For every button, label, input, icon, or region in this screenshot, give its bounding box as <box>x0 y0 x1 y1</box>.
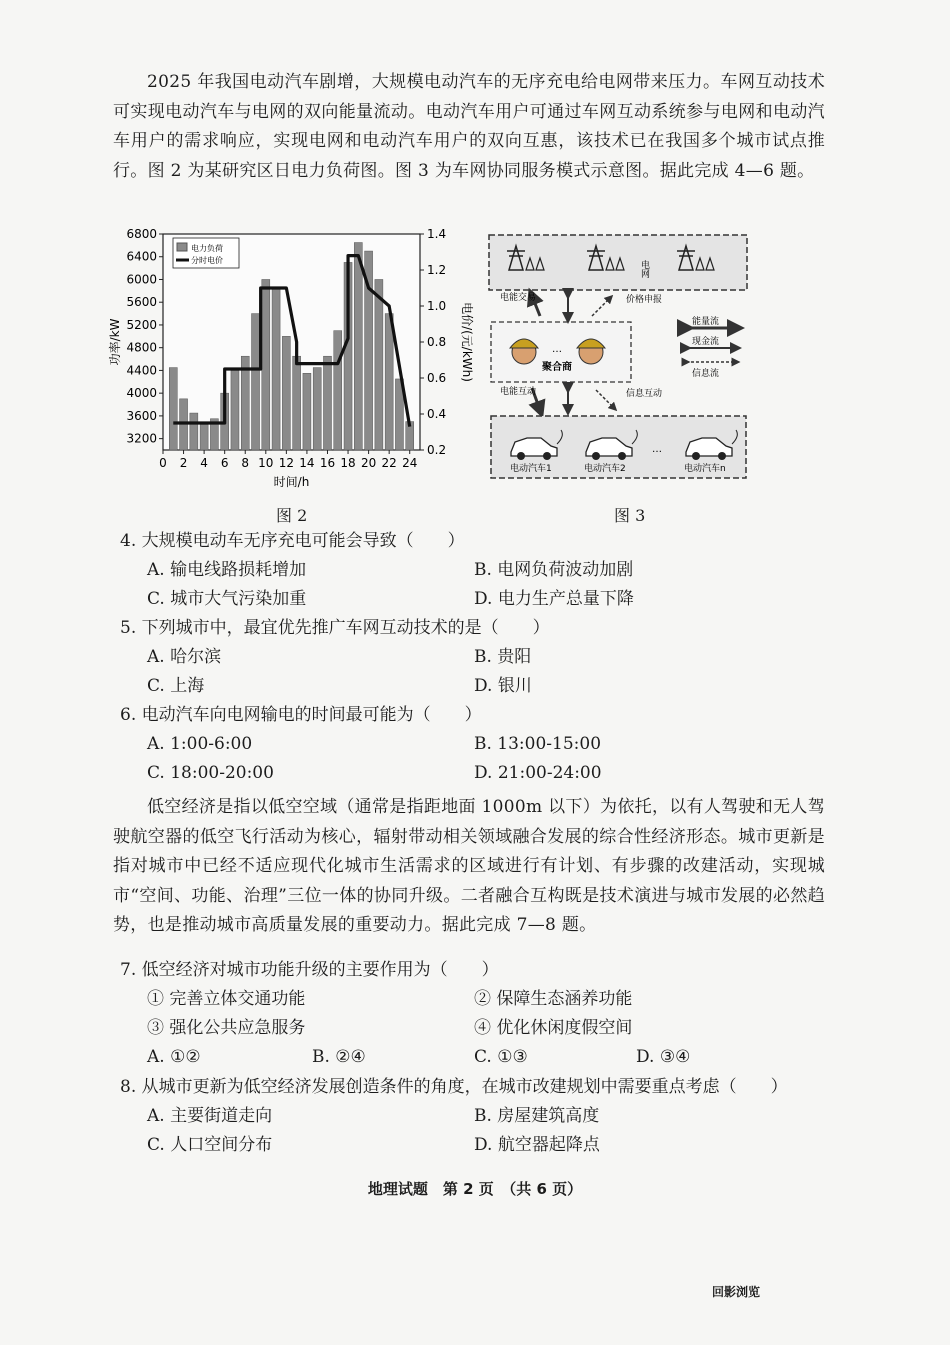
q5-option-c: C. 上海 <box>147 676 205 696</box>
intro-paragraph-2: 低空经济是指以低空空域（通常是指距地面 1000m 以下）为依托，以有人驾驶和无人驾驶航空器的低空飞行活动为核心，辐射带动相关领域融合发展的综合性经济形态。城市更新是指对城市中已经不适应现代化城市生活需求的区域进行有计划、有步骤的改建活动，实现城市“空间、功能、治理”三位一体的协同升级。二者融合互构既是技术演进与城市发展的必然趋势，也是推动城市高质量发展的重要动力。据此完成 7—8 题。 <box>113 797 825 935</box>
load-bar <box>231 370 239 450</box>
question-6-stem: 6. 电动汽车向电网输电的时间最可能为（ ） <box>120 705 482 725</box>
q4-option-d: D. 电力生产总量下降 <box>474 589 634 609</box>
q7-item-3: ③ 强化公共应急服务 <box>147 1018 306 1038</box>
q7-item-1: ① 完善立体交通功能 <box>147 989 306 1009</box>
q5-option-d: D. 银川 <box>474 676 532 696</box>
q6-option-c: C. 18:00-20:00 <box>147 763 274 783</box>
q8-option-b: B. 房屋建筑高度 <box>474 1106 600 1126</box>
y2-tick-label: 1.2 <box>427 263 447 277</box>
x-axis-label: 时间/h <box>273 475 310 489</box>
energy-trade-label: 电能交易 <box>500 293 537 303</box>
legend-energy: 能量流 <box>692 317 720 327</box>
q6-option-b: B. 13:00-15:00 <box>474 734 602 754</box>
load-bar <box>323 356 331 450</box>
grid-label: 电网 <box>639 260 649 278</box>
load-bar <box>262 279 270 450</box>
x-tick-label: 16 <box>319 456 336 470</box>
y2-tick-label: 1.0 <box>427 299 447 313</box>
car-1-label: 电动汽车1 <box>510 464 552 474</box>
x-tick-label: 6 <box>220 456 229 470</box>
x-tick-label: 12 <box>278 456 295 470</box>
load-bar <box>334 331 342 450</box>
legend-info: 信息流 <box>692 369 720 379</box>
load-bar <box>385 314 393 450</box>
q8-option-a: A. 主要街道走向 <box>147 1106 273 1126</box>
x-tick-label: 4 <box>200 456 208 470</box>
question-8-stem: 8. 从城市更新为低空经济发展创造条件的角度，在城市改建规划中需要重点考虑（ ） <box>120 1077 788 1097</box>
page-footer: 地理试题 第 2 页 （共 6 页） <box>367 1180 583 1198</box>
load-bar <box>354 243 362 450</box>
y2-tick-label: 0.2 <box>427 443 447 457</box>
figure-3-caption: 图 3 <box>614 506 646 525</box>
q4-option-c: C. 城市大气污染加重 <box>147 589 307 609</box>
v2g-diagram <box>486 230 751 485</box>
question-5-stem: 5. 下列城市中，最宜优先推广车网互动技术的是（ ） <box>120 618 550 638</box>
y2-axis-label: 电价/(元/kWh) <box>460 302 474 382</box>
y-tick-label: 4800 <box>126 340 157 355</box>
question-7-stem: 7. 低空经济对城市功能升级的主要作用为（ ） <box>120 960 499 980</box>
legend-label: 电力负荷 <box>191 244 223 253</box>
y-tick-label: 6000 <box>126 272 157 287</box>
q8-option-d: D. 航空器起降点 <box>474 1135 600 1155</box>
aggregator-label: 聚合商 <box>542 362 572 373</box>
energy-interact-label: 电能互动 <box>500 387 537 397</box>
q7-option-a: A. ①② <box>147 1047 201 1067</box>
q6-option-a: A. 1:00-6:00 <box>147 734 253 754</box>
y2-tick-label: 0.4 <box>427 407 447 421</box>
x-tick-label: 2 <box>179 456 188 470</box>
x-tick-label: 14 <box>299 456 315 470</box>
intro-paragraph-1: 2025 年我国电动汽车剧增，大规模电动汽车的无序充电给电网带来压力。车网互动技术可实现电动汽车与电网的双向能量流动。电动汽车用户可通过车网互动系统参与电网和电动汽车用户的需求响应，实现电网和电动汽车用户的双向互惠，该技术已在我国多个城市试点推行。图 2 为某研究区日电力负荷图。图 3 为车网协同服务模式示意图。据此完成 4—6 题。 <box>113 72 825 181</box>
q7-item-4: ④ 优化休闲度假空间 <box>474 1018 633 1038</box>
q6-option-d: D. 21:00-24:00 <box>474 763 602 783</box>
q7-option-c: C. ①③ <box>474 1047 528 1067</box>
y-axis-label: 功率/kW <box>108 318 122 366</box>
power-load-chart <box>105 222 475 497</box>
y2-tick-label: 1.4 <box>427 227 447 241</box>
car-n-label: 电动汽车n <box>684 464 726 474</box>
y-tick-label: 3600 <box>126 408 157 423</box>
x-tick-label: 8 <box>241 456 250 470</box>
load-bar <box>375 279 383 450</box>
y-tick-label: 6800 <box>126 227 157 241</box>
load-bar <box>169 368 177 450</box>
figure-2-caption: 图 2 <box>276 506 308 525</box>
q7-option-b: B. ②④ <box>312 1047 366 1067</box>
x-tick-label: 20 <box>360 456 377 470</box>
cars-dots: … <box>652 444 662 455</box>
x-tick-label: 22 <box>381 456 397 470</box>
y-tick-label: 5600 <box>126 295 157 310</box>
x-tick-label: 10 <box>258 456 274 470</box>
y-tick-label: 4000 <box>126 386 157 401</box>
load-bar <box>272 288 280 450</box>
q7-item-2: ② 保障生态涵养功能 <box>474 989 633 1009</box>
car-2-label: 电动汽车2 <box>584 464 626 474</box>
q5-option-b: B. 贵阳 <box>474 647 532 667</box>
legend-label: 分时电价 <box>191 256 223 265</box>
q4-option-b: B. 电网负荷波动加剧 <box>474 560 634 580</box>
y-tick-label: 5200 <box>126 317 157 332</box>
y2-tick-label: 0.6 <box>427 371 447 385</box>
corner-mark: 回影浏览 <box>712 1285 761 1299</box>
x-tick-label: 18 <box>340 456 356 470</box>
flow-legend <box>686 315 736 379</box>
q5-option-a: A. 哈尔滨 <box>147 647 222 667</box>
legend-swatch-bar <box>177 243 187 251</box>
y-tick-label: 6400 <box>126 249 157 264</box>
load-bar <box>303 373 311 450</box>
question-4-stem: 4. 大规模电动车无序充电可能会导致（ ） <box>120 531 465 551</box>
q7-option-d: D. ③④ <box>636 1047 691 1067</box>
load-bar <box>252 314 260 450</box>
x-tick-label: 0 <box>159 456 167 470</box>
load-bar <box>200 424 208 450</box>
y2-tick-label: 0.8 <box>427 335 447 349</box>
aggregator-dots: … <box>552 344 562 355</box>
load-bar <box>282 336 290 450</box>
price-report-label: 价格申报 <box>626 295 663 305</box>
load-bar <box>313 368 321 450</box>
q8-option-c: C. 人口空间分布 <box>147 1135 273 1155</box>
y-tick-label: 4400 <box>126 363 157 378</box>
load-bar <box>293 356 301 450</box>
load-bar <box>190 413 198 450</box>
info-interact-label: 信息互动 <box>626 389 663 399</box>
legend-cash: 现金流 <box>692 337 720 347</box>
y-tick-label: 3200 <box>126 431 157 446</box>
q4-option-a: A. 输电线路损耗增加 <box>147 560 307 580</box>
x-tick-label: 24 <box>402 456 418 470</box>
